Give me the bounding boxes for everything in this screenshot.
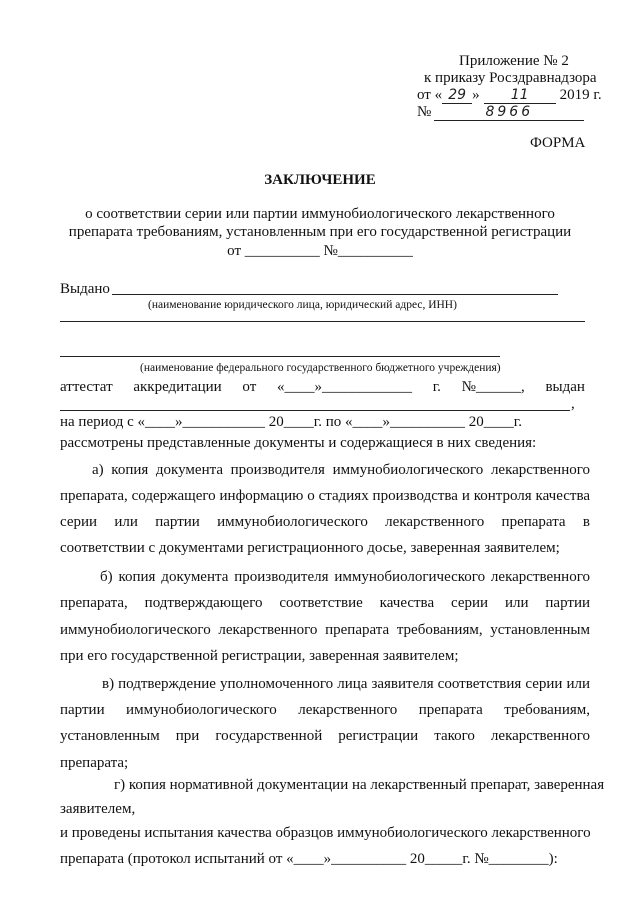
- appendix-label: Приложение № 2: [459, 53, 569, 69]
- handwritten-month: 11: [484, 88, 556, 104]
- subtitle-date-number: от __________ №__________: [227, 243, 413, 259]
- order-number: [417, 104, 584, 121]
- handwritten-day: 29: [442, 88, 472, 104]
- form-label: ФОРМА: [530, 135, 586, 151]
- document-title: ЗАКЛЮЧЕНИЕ: [264, 172, 376, 188]
- tests-line: и проведены испытания качества образцов иммунобиологического лекарственного: [60, 825, 591, 841]
- order-number-label: №: [417, 104, 432, 120]
- caption-legal-entity: (наименование юридического лица, юридический адрес, ИНН): [148, 299, 457, 311]
- handwritten-number: 8966: [434, 105, 584, 121]
- order-label: к приказу Росздравнадзора: [424, 70, 597, 86]
- period-line: на период с «____»___________ 20____г. по «____»__________ 20____г.: [60, 414, 522, 430]
- subtitle-line: о соответствии серии или партии иммунобиологического лекарственного: [85, 206, 555, 222]
- reviewed-line: рассмотрены представленные документы и содержащиеся в них сведения:: [60, 435, 537, 451]
- caption-institution: (наименование федерального государственного бюджетного учреждения): [140, 362, 501, 374]
- attestat-line: аттестат аккредитации от «____»____________ г. №______, выдан: [60, 379, 585, 395]
- subtitle-line: препарата требованиям, установленным при его государственной регистрации: [68, 224, 572, 240]
- tests-protocol-line: препарата (протокол испытаний от «____»__________ 20_____г. №________):: [60, 851, 558, 867]
- issued-label: Выдано: [60, 281, 110, 297]
- document-page: Приложение № 2 к приказу Росздравнадзора от « 29 » 11 2019 г. № 8966 ФОРМА ЗАКЛЮЧЕНИЕ о соответствии серии или партии иммунобиологического лекарственного препарата требованиям, установленным при его государственной регистрации от __________ №__________ Выдано (наименование юридического лица, юридический адрес, ИНН) (наименование федерального государственного бюджетного учреждения) аттестат аккредитации от «____»____________ г. №______, выдан , на период с «____»___________ 20____г. по «____»__________ 20____г. рассмотрены представленные документы и содержащиеся в них сведения: а) копия документа производителя иммунобиологического лекарственного препарата, содержащего информацию о стадиях производства и контроля качества серии или партии иммунобиологического лекарственного препарата в соответствии с документами регистрационного досье, заверенная заявителем; б) копия документа производителя иммунобиологического лекарственного препарата, подтверждающего соответствие качества серии или партии иммунобиологического лекарственного препарата требованиям, установленным при его государственной регистрации, заверенная заявителем; в) подтверждение уполномоченного лица заявителя соответствия серии или партии иммунобиологического лекарственного препарата требованиям, установленным при государственной регистрации такого лекарственного препарата; г) копия нормативной документации на лекарственный препарат, заверенная заявителем, и проведены испытания качества образцов иммунобиологического лекарственного препарата (протокол испытаний от «____»__________ 20_____г. №________):: [0, 0, 640, 905]
- comma: ,: [571, 396, 575, 412]
- order-date: от « 29 » 11 2019 г.: [417, 87, 602, 103]
